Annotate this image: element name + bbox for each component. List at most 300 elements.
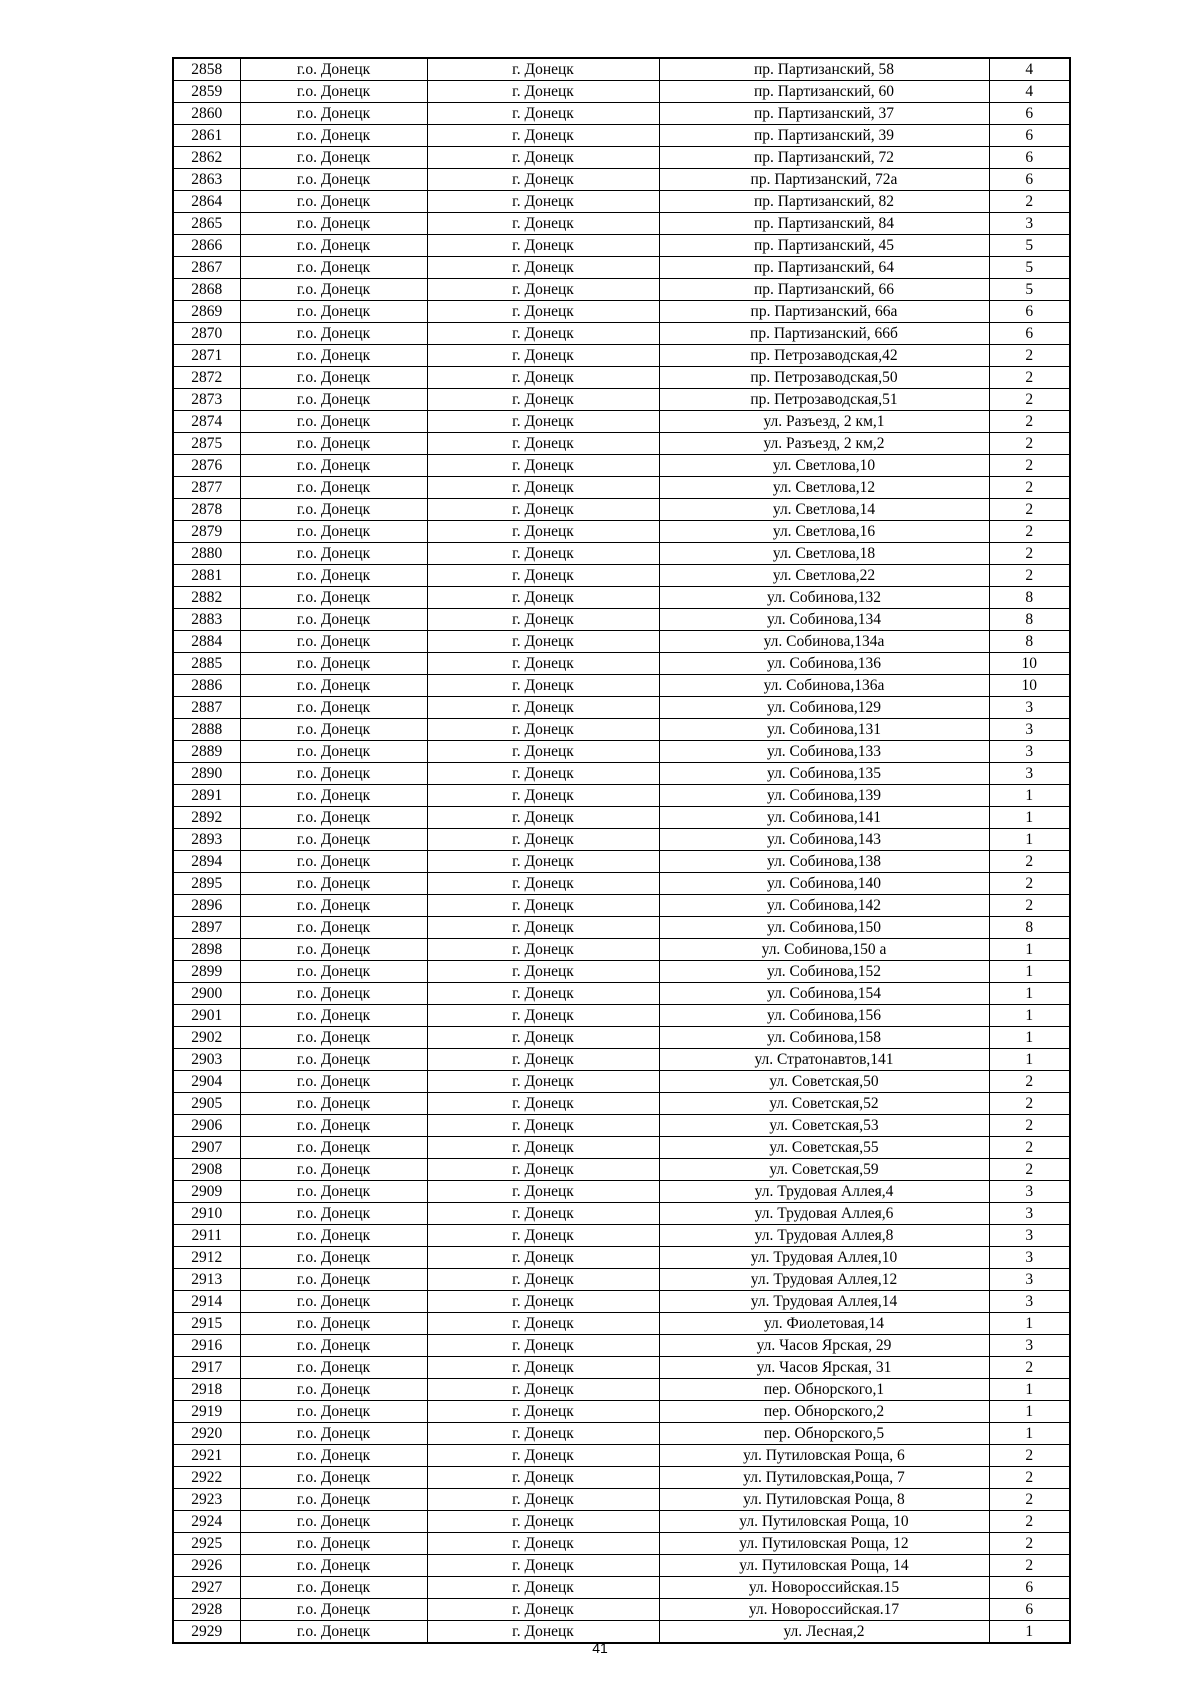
count-cell: 2 bbox=[989, 367, 1070, 389]
table-row bbox=[173, 477, 1070, 499]
district-cell: г.о. Донецк bbox=[240, 213, 427, 235]
count-cell: 3 bbox=[989, 1203, 1070, 1225]
table-row bbox=[173, 521, 1070, 543]
table-row bbox=[173, 301, 1070, 323]
row-number-cell: 2903 bbox=[173, 1049, 240, 1071]
district-cell: г.о. Донецк bbox=[240, 301, 427, 323]
city-cell: г. Донецк bbox=[427, 1247, 659, 1269]
table-row bbox=[173, 807, 1070, 829]
address-cell: ул. Лесная,2 bbox=[659, 1621, 989, 1644]
address-cell: ул. Трудовая Аллея,4 bbox=[659, 1181, 989, 1203]
address-cell: ул. Светлова,16 bbox=[659, 521, 989, 543]
district-cell: г.о. Донецк bbox=[240, 191, 427, 213]
city-cell: г. Донецк bbox=[427, 807, 659, 829]
table-row bbox=[173, 345, 1070, 367]
count-cell: 2 bbox=[989, 895, 1070, 917]
row-number-cell: 2928 bbox=[173, 1599, 240, 1621]
city-cell: г. Донецк bbox=[427, 191, 659, 213]
district-cell: г.о. Донецк bbox=[240, 763, 427, 785]
count-cell: 2 bbox=[989, 1555, 1070, 1577]
district-cell: г.о. Донецк bbox=[240, 565, 427, 587]
district-cell: г.о. Донецк bbox=[240, 1049, 427, 1071]
count-cell: 4 bbox=[989, 81, 1070, 103]
address-cell: ул. Собинова,133 bbox=[659, 741, 989, 763]
row-number-cell: 2901 bbox=[173, 1005, 240, 1027]
city-cell: г. Донецк bbox=[427, 1181, 659, 1203]
table-row bbox=[173, 433, 1070, 455]
count-cell: 1 bbox=[989, 1049, 1070, 1071]
table-row bbox=[173, 1357, 1070, 1379]
city-cell: г. Донецк bbox=[427, 1049, 659, 1071]
address-cell: ул. Собинова,131 bbox=[659, 719, 989, 741]
address-cell: ул. Трудовая Аллея,12 bbox=[659, 1269, 989, 1291]
row-number-cell: 2923 bbox=[173, 1489, 240, 1511]
table-row bbox=[173, 1005, 1070, 1027]
count-cell: 1 bbox=[989, 983, 1070, 1005]
table-row bbox=[173, 609, 1070, 631]
table-row bbox=[173, 961, 1070, 983]
city-cell: г. Донецк bbox=[427, 697, 659, 719]
address-cell: ул. Собинова,154 bbox=[659, 983, 989, 1005]
district-cell: г.о. Донецк bbox=[240, 1511, 427, 1533]
address-cell: ул. Путиловская Роща, 14 bbox=[659, 1555, 989, 1577]
count-cell: 2 bbox=[989, 1511, 1070, 1533]
district-cell: г.о. Донецк bbox=[240, 1203, 427, 1225]
district-cell: г.о. Донецк bbox=[240, 433, 427, 455]
address-cell: ул. Собинова,129 bbox=[659, 697, 989, 719]
count-cell: 6 bbox=[989, 1599, 1070, 1621]
table-row bbox=[173, 1379, 1070, 1401]
row-number-cell: 2911 bbox=[173, 1225, 240, 1247]
address-cell: ул. Собинова,136а bbox=[659, 675, 989, 697]
row-number-cell: 2873 bbox=[173, 389, 240, 411]
district-cell: г.о. Донецк bbox=[240, 697, 427, 719]
row-number-cell: 2858 bbox=[173, 58, 240, 81]
count-cell: 6 bbox=[989, 125, 1070, 147]
table-row bbox=[173, 565, 1070, 587]
city-cell: г. Донецк bbox=[427, 1071, 659, 1093]
count-cell: 2 bbox=[989, 345, 1070, 367]
address-cell: ул. Светлова,10 bbox=[659, 455, 989, 477]
row-number-cell: 2899 bbox=[173, 961, 240, 983]
count-cell: 2 bbox=[989, 191, 1070, 213]
row-number-cell: 2907 bbox=[173, 1137, 240, 1159]
city-cell: г. Донецк bbox=[427, 1467, 659, 1489]
row-number-cell: 2879 bbox=[173, 521, 240, 543]
table-row bbox=[173, 147, 1070, 169]
row-number-cell: 2876 bbox=[173, 455, 240, 477]
table-row bbox=[173, 213, 1070, 235]
city-cell: г. Донецк bbox=[427, 565, 659, 587]
row-number-cell: 2862 bbox=[173, 147, 240, 169]
count-cell: 2 bbox=[989, 499, 1070, 521]
city-cell: г. Донецк bbox=[427, 939, 659, 961]
address-cell: ул. Собинова,138 bbox=[659, 851, 989, 873]
table-row bbox=[173, 1049, 1070, 1071]
row-number-cell: 2909 bbox=[173, 1181, 240, 1203]
table-row bbox=[173, 1401, 1070, 1423]
district-cell: г.о. Донецк bbox=[240, 873, 427, 895]
page-number: 41 bbox=[592, 1640, 608, 1656]
count-cell: 2 bbox=[989, 411, 1070, 433]
count-cell: 3 bbox=[989, 719, 1070, 741]
district-cell: г.о. Донецк bbox=[240, 1555, 427, 1577]
address-cell: ул. Собинова,139 bbox=[659, 785, 989, 807]
city-cell: г. Донецк bbox=[427, 785, 659, 807]
row-number-cell: 2880 bbox=[173, 543, 240, 565]
table-row bbox=[173, 169, 1070, 191]
table-row bbox=[173, 1555, 1070, 1577]
district-cell: г.о. Донецк bbox=[240, 1445, 427, 1467]
row-number-cell: 2859 bbox=[173, 81, 240, 103]
city-cell: г. Донецк bbox=[427, 81, 659, 103]
city-cell: г. Донецк bbox=[427, 675, 659, 697]
city-cell: г. Донецк bbox=[427, 763, 659, 785]
count-cell: 3 bbox=[989, 1291, 1070, 1313]
city-cell: г. Донецк bbox=[427, 521, 659, 543]
count-cell: 2 bbox=[989, 477, 1070, 499]
district-cell: г.о. Донецк bbox=[240, 829, 427, 851]
district-cell: г.о. Донецк bbox=[240, 741, 427, 763]
address-cell: ул. Собинова,156 bbox=[659, 1005, 989, 1027]
address-cell: ул. Путиловская Роща, 8 bbox=[659, 1489, 989, 1511]
row-number-cell: 2869 bbox=[173, 301, 240, 323]
district-cell: г.о. Донецк bbox=[240, 1291, 427, 1313]
count-cell: 8 bbox=[989, 609, 1070, 631]
row-number-cell: 2865 bbox=[173, 213, 240, 235]
table-row bbox=[173, 719, 1070, 741]
address-cell: пер. Обнорского,1 bbox=[659, 1379, 989, 1401]
count-cell: 8 bbox=[989, 587, 1070, 609]
district-cell: г.о. Донецк bbox=[240, 785, 427, 807]
row-number-cell: 2894 bbox=[173, 851, 240, 873]
city-cell: г. Донецк bbox=[427, 213, 659, 235]
row-number-cell: 2861 bbox=[173, 125, 240, 147]
address-table bbox=[172, 57, 1071, 1644]
table-row bbox=[173, 191, 1070, 213]
address-cell: пр. Партизанский, 72 bbox=[659, 147, 989, 169]
table-row bbox=[173, 1577, 1070, 1599]
row-number-cell: 2872 bbox=[173, 367, 240, 389]
district-cell: г.о. Донецк bbox=[240, 1401, 427, 1423]
table-row bbox=[173, 917, 1070, 939]
district-cell: г.о. Донецк bbox=[240, 1313, 427, 1335]
address-cell: ул. Трудовая Аллея,6 bbox=[659, 1203, 989, 1225]
address-cell: ул. Собинова,141 bbox=[659, 807, 989, 829]
address-cell: пр. Партизанский, 60 bbox=[659, 81, 989, 103]
row-number-cell: 2885 bbox=[173, 653, 240, 675]
city-cell: г. Донецк bbox=[427, 103, 659, 125]
address-cell: пр. Партизанский, 39 bbox=[659, 125, 989, 147]
row-number-cell: 2888 bbox=[173, 719, 240, 741]
address-cell: пер. Обнорского,2 bbox=[659, 1401, 989, 1423]
district-cell: г.о. Донецк bbox=[240, 1533, 427, 1555]
city-cell: г. Донецк bbox=[427, 235, 659, 257]
count-cell: 2 bbox=[989, 1445, 1070, 1467]
address-cell: ул. Новороссийская.17 bbox=[659, 1599, 989, 1621]
table-row bbox=[173, 895, 1070, 917]
city-cell: г. Донецк bbox=[427, 345, 659, 367]
row-number-cell: 2918 bbox=[173, 1379, 240, 1401]
address-cell: пр. Петрозаводская,51 bbox=[659, 389, 989, 411]
address-cell: ул. Собинова,150 bbox=[659, 917, 989, 939]
row-number-cell: 2904 bbox=[173, 1071, 240, 1093]
district-cell: г.о. Донецк bbox=[240, 587, 427, 609]
table-row bbox=[173, 1533, 1070, 1555]
address-cell: пр. Партизанский, 72а bbox=[659, 169, 989, 191]
address-cell: ул. Собинова,135 bbox=[659, 763, 989, 785]
district-cell: г.о. Донецк bbox=[240, 58, 427, 81]
city-cell: г. Донецк bbox=[427, 983, 659, 1005]
city-cell: г. Донецк bbox=[427, 895, 659, 917]
count-cell: 6 bbox=[989, 103, 1070, 125]
district-cell: г.о. Донецк bbox=[240, 81, 427, 103]
count-cell: 6 bbox=[989, 147, 1070, 169]
table-row bbox=[173, 785, 1070, 807]
table-row bbox=[173, 1423, 1070, 1445]
row-number-cell: 2906 bbox=[173, 1115, 240, 1137]
district-cell: г.о. Донецк bbox=[240, 1137, 427, 1159]
city-cell: г. Донецк bbox=[427, 389, 659, 411]
city-cell: г. Донецк bbox=[427, 1027, 659, 1049]
district-cell: г.о. Донецк bbox=[240, 499, 427, 521]
count-cell: 2 bbox=[989, 1467, 1070, 1489]
table-row bbox=[173, 697, 1070, 719]
district-cell: г.о. Донецк bbox=[240, 1423, 427, 1445]
row-number-cell: 2864 bbox=[173, 191, 240, 213]
row-number-cell: 2908 bbox=[173, 1159, 240, 1181]
table-row bbox=[173, 367, 1070, 389]
district-cell: г.о. Донецк bbox=[240, 631, 427, 653]
row-number-cell: 2914 bbox=[173, 1291, 240, 1313]
row-number-cell: 2913 bbox=[173, 1269, 240, 1291]
table-row bbox=[173, 631, 1070, 653]
row-number-cell: 2910 bbox=[173, 1203, 240, 1225]
count-cell: 6 bbox=[989, 169, 1070, 191]
count-cell: 4 bbox=[989, 58, 1070, 81]
row-number-cell: 2925 bbox=[173, 1533, 240, 1555]
district-cell: г.о. Донецк bbox=[240, 1379, 427, 1401]
count-cell: 3 bbox=[989, 213, 1070, 235]
city-cell: г. Донецк bbox=[427, 1445, 659, 1467]
district-cell: г.о. Донецк bbox=[240, 323, 427, 345]
address-cell: ул. Светлова,18 bbox=[659, 543, 989, 565]
address-cell: ул. Разъезд, 2 км,2 bbox=[659, 433, 989, 455]
count-cell: 2 bbox=[989, 455, 1070, 477]
district-cell: г.о. Донецк bbox=[240, 1115, 427, 1137]
district-cell: г.о. Донецк bbox=[240, 917, 427, 939]
count-cell: 2 bbox=[989, 873, 1070, 895]
address-cell: ул. Собинова,134а bbox=[659, 631, 989, 653]
count-cell: 3 bbox=[989, 1225, 1070, 1247]
table-row bbox=[173, 1313, 1070, 1335]
count-cell: 2 bbox=[989, 1489, 1070, 1511]
city-cell: г. Донецк bbox=[427, 1335, 659, 1357]
district-cell: г.о. Донецк bbox=[240, 1357, 427, 1379]
city-cell: г. Донецк bbox=[427, 1577, 659, 1599]
address-cell: ул. Трудовая Аллея,8 bbox=[659, 1225, 989, 1247]
count-cell: 10 bbox=[989, 675, 1070, 697]
count-cell: 2 bbox=[989, 433, 1070, 455]
address-cell: ул. Разъезд, 2 км,1 bbox=[659, 411, 989, 433]
address-cell: пр. Партизанский, 66б bbox=[659, 323, 989, 345]
city-cell: г. Донецк bbox=[427, 829, 659, 851]
count-cell: 2 bbox=[989, 543, 1070, 565]
district-cell: г.о. Донецк bbox=[240, 1467, 427, 1489]
table-row bbox=[173, 543, 1070, 565]
address-cell: пр. Партизанский, 82 bbox=[659, 191, 989, 213]
district-cell: г.о. Донецк bbox=[240, 279, 427, 301]
count-cell: 5 bbox=[989, 235, 1070, 257]
address-cell: ул. Путиловская Роща, 10 bbox=[659, 1511, 989, 1533]
city-cell: г. Донецк bbox=[427, 411, 659, 433]
row-number-cell: 2877 bbox=[173, 477, 240, 499]
count-cell: 3 bbox=[989, 741, 1070, 763]
row-number-cell: 2920 bbox=[173, 1423, 240, 1445]
count-cell: 1 bbox=[989, 1401, 1070, 1423]
city-cell: г. Донецк bbox=[427, 631, 659, 653]
address-cell: ул. Новороссийская.15 bbox=[659, 1577, 989, 1599]
district-cell: г.о. Донецк bbox=[240, 345, 427, 367]
count-cell: 2 bbox=[989, 1357, 1070, 1379]
row-number-cell: 2902 bbox=[173, 1027, 240, 1049]
table-row bbox=[173, 1291, 1070, 1313]
district-cell: г.о. Донецк bbox=[240, 477, 427, 499]
city-cell: г. Донецк bbox=[427, 1313, 659, 1335]
city-cell: г. Донецк bbox=[427, 1291, 659, 1313]
address-cell: ул. Светлова,22 bbox=[659, 565, 989, 587]
table-row bbox=[173, 1159, 1070, 1181]
table-row bbox=[173, 58, 1070, 81]
row-number-cell: 2860 bbox=[173, 103, 240, 125]
city-cell: г. Донецк bbox=[427, 279, 659, 301]
district-cell: г.о. Донецк bbox=[240, 983, 427, 1005]
district-cell: г.о. Донецк bbox=[240, 1071, 427, 1093]
row-number-cell: 2881 bbox=[173, 565, 240, 587]
address-cell: ул. Часов Ярская, 29 bbox=[659, 1335, 989, 1357]
row-number-cell: 2929 bbox=[173, 1621, 240, 1644]
city-cell: г. Донецк bbox=[427, 1511, 659, 1533]
city-cell: г. Донецк bbox=[427, 741, 659, 763]
count-cell: 1 bbox=[989, 1423, 1070, 1445]
table-row bbox=[173, 1489, 1070, 1511]
table-row bbox=[173, 653, 1070, 675]
district-cell: г.о. Донецк bbox=[240, 521, 427, 543]
row-number-cell: 2926 bbox=[173, 1555, 240, 1577]
city-cell: г. Донецк bbox=[427, 873, 659, 895]
city-cell: г. Донецк bbox=[427, 1423, 659, 1445]
city-cell: г. Донецк bbox=[427, 719, 659, 741]
table-row bbox=[173, 103, 1070, 125]
row-number-cell: 2921 bbox=[173, 1445, 240, 1467]
table-row bbox=[173, 411, 1070, 433]
district-cell: г.о. Донецк bbox=[240, 543, 427, 565]
address-cell: ул. Собинова,140 bbox=[659, 873, 989, 895]
row-number-cell: 2868 bbox=[173, 279, 240, 301]
row-number-cell: 2886 bbox=[173, 675, 240, 697]
row-number-cell: 2887 bbox=[173, 697, 240, 719]
city-cell: г. Донецк bbox=[427, 1115, 659, 1137]
district-cell: г.о. Донецк bbox=[240, 455, 427, 477]
table-row bbox=[173, 939, 1070, 961]
district-cell: г.о. Донецк bbox=[240, 103, 427, 125]
district-cell: г.о. Донецк bbox=[240, 1247, 427, 1269]
count-cell: 2 bbox=[989, 1115, 1070, 1137]
table-row bbox=[173, 389, 1070, 411]
count-cell: 2 bbox=[989, 521, 1070, 543]
address-cell: ул. Путиловская Роща, 12 bbox=[659, 1533, 989, 1555]
table-row bbox=[173, 1071, 1070, 1093]
count-cell: 3 bbox=[989, 1181, 1070, 1203]
address-cell: ул. Советская,53 bbox=[659, 1115, 989, 1137]
table-row bbox=[173, 279, 1070, 301]
address-table-body bbox=[173, 58, 1070, 1643]
row-number-cell: 2884 bbox=[173, 631, 240, 653]
count-cell: 6 bbox=[989, 323, 1070, 345]
count-cell: 6 bbox=[989, 1577, 1070, 1599]
row-number-cell: 2889 bbox=[173, 741, 240, 763]
count-cell: 2 bbox=[989, 1159, 1070, 1181]
count-cell: 3 bbox=[989, 763, 1070, 785]
district-cell: г.о. Донецк bbox=[240, 961, 427, 983]
row-number-cell: 2867 bbox=[173, 257, 240, 279]
count-cell: 1 bbox=[989, 1313, 1070, 1335]
count-cell: 3 bbox=[989, 1335, 1070, 1357]
district-cell: г.о. Донецк bbox=[240, 719, 427, 741]
row-number-cell: 2916 bbox=[173, 1335, 240, 1357]
table-row bbox=[173, 1599, 1070, 1621]
city-cell: г. Донецк bbox=[427, 1401, 659, 1423]
address-cell: ул. Собинова,132 bbox=[659, 587, 989, 609]
city-cell: г. Донецк bbox=[427, 1005, 659, 1027]
row-number-cell: 2870 bbox=[173, 323, 240, 345]
table-row bbox=[173, 587, 1070, 609]
address-cell: пр. Партизанский, 45 bbox=[659, 235, 989, 257]
table-row bbox=[173, 741, 1070, 763]
city-cell: г. Донецк bbox=[427, 1203, 659, 1225]
address-cell: ул. Собинова,152 bbox=[659, 961, 989, 983]
table-row bbox=[173, 1445, 1070, 1467]
count-cell: 1 bbox=[989, 1379, 1070, 1401]
city-cell: г. Донецк bbox=[427, 323, 659, 345]
row-number-cell: 2893 bbox=[173, 829, 240, 851]
count-cell: 8 bbox=[989, 917, 1070, 939]
address-cell: ул. Советская,50 bbox=[659, 1071, 989, 1093]
count-cell: 2 bbox=[989, 1071, 1070, 1093]
count-cell: 1 bbox=[989, 829, 1070, 851]
address-cell: ул. Советская,55 bbox=[659, 1137, 989, 1159]
city-cell: г. Донецк bbox=[427, 433, 659, 455]
address-cell: ул. Собинова,134 bbox=[659, 609, 989, 631]
count-cell: 2 bbox=[989, 1137, 1070, 1159]
district-cell: г.о. Донецк bbox=[240, 939, 427, 961]
city-cell: г. Донецк bbox=[427, 257, 659, 279]
count-cell: 1 bbox=[989, 961, 1070, 983]
count-cell: 3 bbox=[989, 1247, 1070, 1269]
count-cell: 2 bbox=[989, 389, 1070, 411]
count-cell: 1 bbox=[989, 1005, 1070, 1027]
count-cell: 8 bbox=[989, 631, 1070, 653]
district-cell: г.о. Донецк bbox=[240, 1181, 427, 1203]
city-cell: г. Донецк bbox=[427, 1159, 659, 1181]
row-number-cell: 2898 bbox=[173, 939, 240, 961]
table-row bbox=[173, 455, 1070, 477]
city-cell: г. Донецк bbox=[427, 961, 659, 983]
city-cell: г. Донецк bbox=[427, 917, 659, 939]
row-number-cell: 2924 bbox=[173, 1511, 240, 1533]
row-number-cell: 2863 bbox=[173, 169, 240, 191]
table-row bbox=[173, 1115, 1070, 1137]
